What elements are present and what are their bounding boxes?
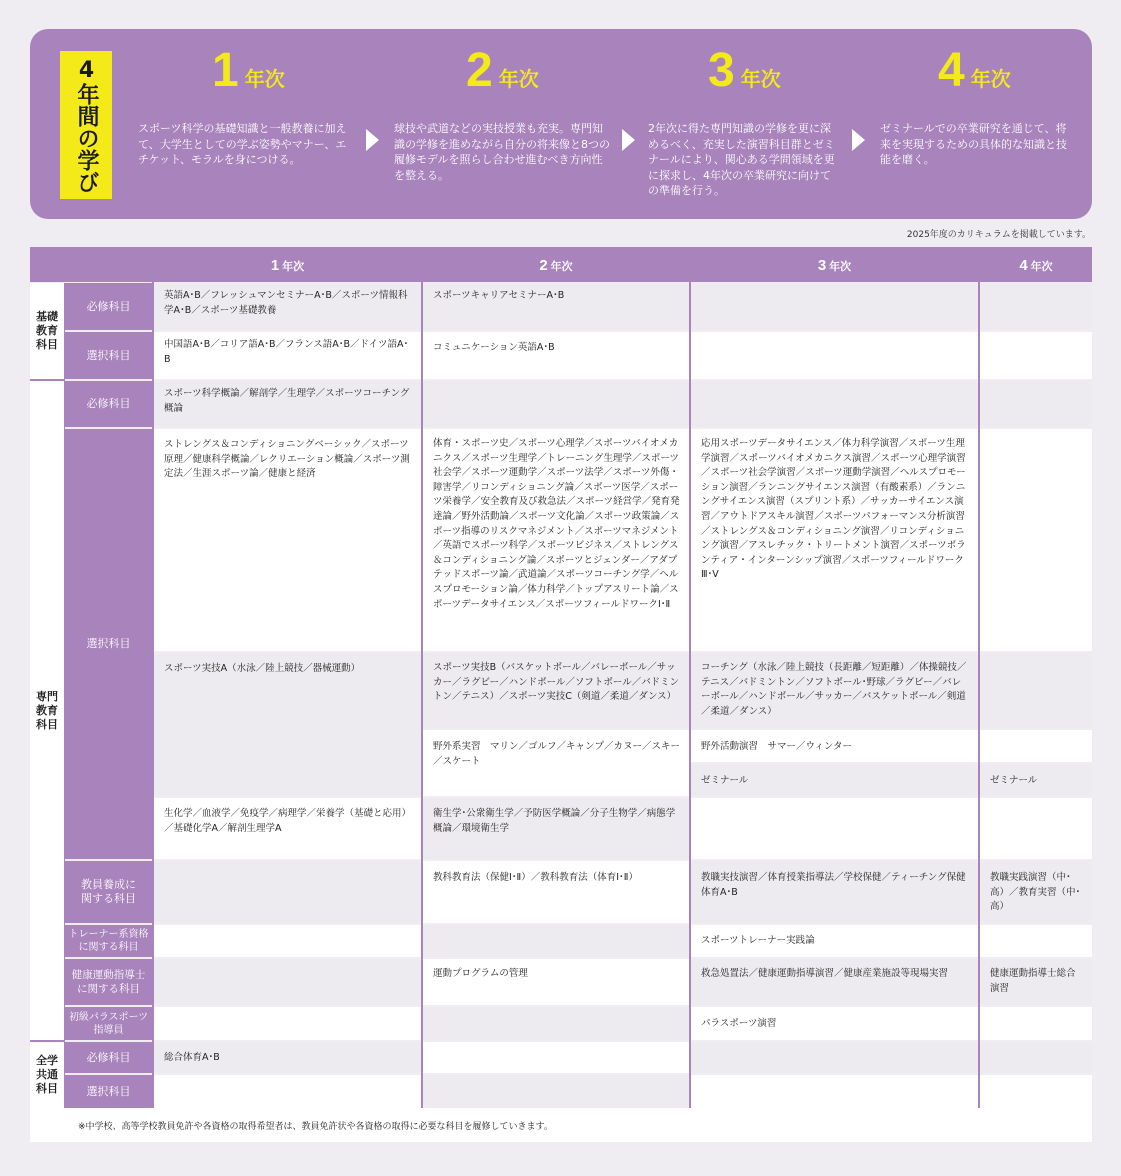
year4-suffix: 年次 bbox=[970, 67, 1011, 91]
sub-para: 初級パラスポーツ 指導員 bbox=[65, 1007, 152, 1040]
category-common: 全学 共通 科目 bbox=[30, 1042, 64, 1108]
cell-major-req-y3 bbox=[691, 381, 978, 427]
year3-description: 2年次に得た専門知識の学修を更に深めるべく、充実した演習科目群とゼミナールにより、関心ある学問領域を更に探求し、4年次の卒業研究に向けての準備を行う。 bbox=[648, 122, 835, 197]
cell-major-req-y4 bbox=[980, 381, 1092, 427]
year2-suffix: 年次 bbox=[498, 67, 539, 91]
banner-tag bbox=[60, 51, 112, 199]
arrow-right-icon bbox=[622, 129, 635, 151]
year4-description: ゼミナールでの卒業研究を通じて、将来を実現するための具体的な知識と技能を磨く。 bbox=[880, 122, 1067, 166]
cell-health-y3: 救急処置法／健康運動指導演習／健康産業施設等現場実習 bbox=[691, 959, 978, 1005]
cell-trainer-y4 bbox=[980, 925, 1092, 957]
year1-number: 1 bbox=[212, 44, 239, 97]
header-year4 bbox=[980, 247, 1092, 282]
header-year3 bbox=[691, 247, 978, 282]
header-year1-suffix: 年次 bbox=[282, 260, 305, 273]
year1-suffix: 年次 bbox=[244, 67, 285, 91]
cell-basic-ele-y3 bbox=[691, 332, 978, 379]
cell-common-ele-y4 bbox=[980, 1075, 1092, 1108]
cell-para-y3: パラスポーツ演習 bbox=[691, 1007, 978, 1040]
header-year4-num: 4 bbox=[1019, 257, 1028, 274]
header-year1-num: 1 bbox=[270, 257, 280, 274]
year4-number: 4 bbox=[938, 44, 965, 97]
cell-common-ele-y3 bbox=[691, 1075, 978, 1108]
cell-trainer-y1 bbox=[154, 925, 421, 957]
cell-major-ele1-y4 bbox=[980, 429, 1092, 651]
header-year4-suffix: 年次 bbox=[1030, 260, 1053, 273]
cell-common-req-y4 bbox=[980, 1042, 1092, 1073]
cell-teacher-y2: 教科教育法（保健Ⅰ･Ⅱ）／教科教育法（体育Ⅰ･Ⅱ） bbox=[423, 861, 689, 923]
year2-description: 球技や武道などの実技授業も充実。専門知識の学修を進めながら自分の将来像と8つの履修モデルを照らし合わせ進むべき方向性を整える。 bbox=[394, 122, 610, 182]
sub-basic-required: 必修科目 bbox=[65, 283, 152, 330]
header-year3-num: 3 bbox=[817, 257, 827, 274]
cell-para-y4 bbox=[980, 1007, 1092, 1040]
cell-major-ele5-y3 bbox=[691, 798, 978, 859]
year3-number: 3 bbox=[708, 44, 735, 97]
column-divider bbox=[64, 283, 65, 1108]
column-divider bbox=[689, 247, 691, 1108]
cell-major-ele5-y1: 生化学／血液学／免疫学／病理学／栄養学（基礎と応用）／基礎化学A／解剖生理学A bbox=[154, 798, 421, 859]
category-basic: 基礎 教育 科目 bbox=[30, 283, 64, 379]
sub-major-required: 必修科目 bbox=[65, 381, 152, 427]
year4-heading bbox=[938, 43, 1011, 98]
cell-para-y1 bbox=[154, 1007, 421, 1040]
header-year3-suffix: 年次 bbox=[829, 260, 852, 273]
year1-heading bbox=[212, 43, 285, 98]
header-year2-num: 2 bbox=[539, 257, 548, 274]
year2-number: 2 bbox=[466, 44, 493, 97]
year3-heading bbox=[708, 43, 781, 98]
sub-teacher: 教員養成に 関する科目 bbox=[65, 861, 152, 923]
cell-basic-ele-y2: コミュニケーション英語A･B bbox=[423, 332, 689, 379]
cell-teacher-y3: 教職実技演習／体育授業指導法／学校保健／ティーチング保健体育A･B bbox=[691, 861, 978, 923]
sub-trainer: トレーナー系資格 に関する科目 bbox=[65, 925, 152, 957]
learning-banner bbox=[30, 29, 1092, 219]
cell-common-ele-y2 bbox=[423, 1075, 689, 1108]
cell-major-ele2-y3: コーチング（水泳／陸上競技（長距離／短距離）／体操競技／テニス／バドミントン／ソフトボール･野球／ラグビー／バレーボール／ハンドボール／サッカー／バスケットボール／剣道／柔道／ダンス） bbox=[691, 653, 978, 728]
cell-major-ele1-y2: 体育・スポーツ史／スポーツ心理学／スポーツバイオメカニクス／スポーツ生理学／トレーニング生理学／スポーツ社会学／スポーツ運動学／スポーツ法学／スポーツ外傷・障害学／リコンディショニング論／スポーツ医学／スポーツ栄養学／安全教育及び救急法／スポーツ経営学／発育発達論／野外活動論／スポーツ文化論／スポーツ政策論／スポーツ指導のリスクマネジメント／スポーツマネジメント／英語でスポーツ科学／スポーツビジネス／ストレングス＆コンディショニング論／スポーツとジェンダー／アダプテッドスポーツ論／武道論／スポーツコーチング学／ヘルスプロモーション論／体力科学／トップアスリート論／スポーツデータサイエンス／スポーツフィールドワークⅠ･Ⅱ bbox=[423, 429, 689, 651]
year2-heading bbox=[466, 43, 539, 98]
cell-major-ele3-y2: 野外系実習 マリン／ゴルフ／キャンプ／カヌー／スキー／スケート bbox=[423, 730, 689, 796]
footnote: ※中学校、高等学校教員免許や各資格の取得希望者は、教員免許状や各資格の取得に必要な科目を履修していきます。 bbox=[78, 1122, 553, 1132]
cell-major-ele4-y4: ゼミナール bbox=[980, 764, 1092, 796]
cell-health-y1 bbox=[154, 959, 421, 1005]
cell-trainer-y3: スポーツトレーナー実践論 bbox=[691, 925, 978, 957]
cell-common-ele-y1 bbox=[154, 1075, 421, 1108]
cell-basic-ele-y1: 中国語A･B／コリア語A･B／フランス語A･B／ドイツ語A･B bbox=[154, 332, 421, 379]
cell-major-ele5-y4 bbox=[980, 798, 1092, 859]
year3-suffix: 年次 bbox=[740, 67, 781, 91]
cell-trainer-y2 bbox=[423, 925, 689, 957]
cell-para-y2 bbox=[423, 1007, 689, 1040]
cell-basic-req-y2: スポーツキャリアセミナーA･B bbox=[423, 283, 689, 330]
cell-health-y2: 運動プログラムの管理 bbox=[423, 959, 689, 1005]
cell-basic-req-y4 bbox=[980, 283, 1092, 330]
cell-major-ele3-y4 bbox=[980, 730, 1092, 762]
cell-teacher-y1 bbox=[154, 861, 421, 923]
column-divider bbox=[421, 247, 423, 1108]
header-year2 bbox=[423, 247, 689, 282]
cell-major-ele1-y1: ストレングス＆コンディショニングベーシック／スポーツ原理／健康科学概論／レクリエーション概論／スポーツ測定法／生涯スポーツ論／健康と経済 bbox=[154, 429, 421, 651]
category-divider bbox=[30, 1040, 64, 1042]
cell-basic-req-y3 bbox=[691, 283, 978, 330]
cell-common-req-y1: 総合体育A･B bbox=[154, 1042, 421, 1073]
cell-major-ele4-y3: ゼミナール bbox=[691, 764, 978, 796]
cell-basic-req-y1: 英語A･B／フレッシュマンセミナーA･B／スポーツ情報科学A･B／スポーツ基礎教養 bbox=[154, 283, 421, 330]
banner-tag-label: 4年間の学び bbox=[74, 57, 99, 193]
cell-major-ele1-y3: 応用スポーツデータサイエンス／体力科学演習／スポーツ生理学演習／スポーツバイオメカニクス演習／スポーツ心理学演習／スポーツ社会学演習／スポーツ運動学演習／ヘルスプロモーション演習／ランニングサイエンス演習（有酸素系）／ランニングサイエンス演習（スプリント系）／サッカーサイエンス演習／アウトドアスキル演習／スポーツパフォーマンス分析演習／ストレングス＆コンディショニング演習／リコンディショニング演習／アスレチック・トリートメント演習／スポーツボランティア・インターンシップ演習／スポーツフィールドワークⅢ･Ⅴ bbox=[691, 429, 978, 651]
category-major: 専門 教育 科目 bbox=[30, 381, 64, 1040]
header-blank bbox=[30, 247, 152, 282]
cell-basic-ele-y4 bbox=[980, 332, 1092, 379]
header-year2-suffix: 年次 bbox=[550, 260, 573, 273]
arrow-right-icon bbox=[852, 129, 865, 151]
curriculum-year-note: 2025年度のカリキュラムを掲載しています。 bbox=[906, 230, 1091, 240]
cell-major-ele2-y4 bbox=[980, 653, 1092, 728]
column-divider bbox=[978, 247, 980, 1108]
category-divider bbox=[30, 379, 64, 381]
cell-common-req-y3 bbox=[691, 1042, 978, 1073]
sub-common-required: 必修科目 bbox=[65, 1042, 152, 1073]
cell-major-ele2-y1: スポーツ実技A（水泳／陸上競技／器械運動） bbox=[154, 653, 421, 796]
cell-major-req-y1: スポーツ科学概論／解剖学／生理学／スポーツコーチング概論 bbox=[154, 381, 421, 427]
sub-health: 健康運動指導士 に関する科目 bbox=[65, 959, 152, 1005]
arrow-right-icon bbox=[366, 129, 379, 151]
cell-teacher-y4: 教職実践演習（中･高）／教育実習（中･高） bbox=[980, 861, 1092, 923]
cell-major-ele2-y2: スポーツ実技B（バスケットボール／バレーボール／サッカー／ラグビー／ハンドボール／ソフトボール／バドミントン／テニス）／スポーツ実技C（剣道／柔道／ダンス） bbox=[423, 653, 689, 728]
cell-major-ele3-y3: 野外活動演習 サマー／ウィンター bbox=[691, 730, 978, 762]
cell-common-req-y2 bbox=[423, 1042, 689, 1073]
sub-major-elective: 選択科目 bbox=[65, 429, 152, 859]
cell-major-ele5-y2: 衛生学･公衆衛生学／予防医学概論／分子生物学／病態学概論／環境衛生学 bbox=[423, 798, 689, 859]
sub-basic-elective: 選択科目 bbox=[65, 332, 152, 379]
cell-health-y4: 健康運動指導士総合演習 bbox=[980, 959, 1092, 1005]
header-year1 bbox=[154, 247, 421, 282]
year1-description: スポーツ科学の基礎知識と一般教養に加えて、大学生としての学ぶ姿勢やマナー、エチケット、モラルを身につける。 bbox=[138, 122, 347, 166]
sub-common-elective: 選択科目 bbox=[65, 1075, 152, 1108]
cell-major-req-y2 bbox=[423, 381, 689, 427]
column-divider bbox=[152, 247, 154, 1108]
